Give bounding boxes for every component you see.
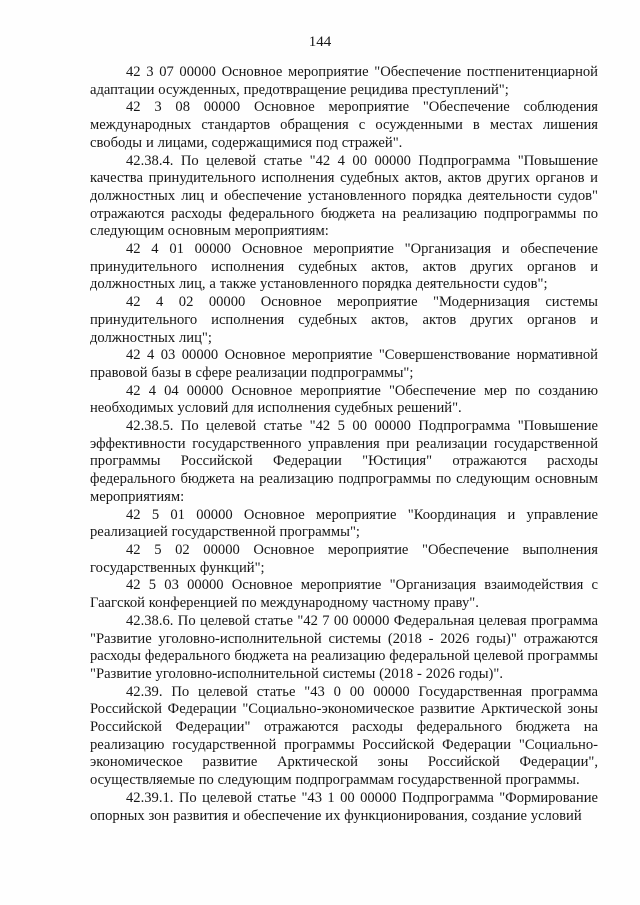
- paragraph-42-5-02: 42 5 02 00000 Основное мероприятие "Обеспечение выполнения государственных функций";: [90, 541, 598, 576]
- paragraph-42-4-04: 42 4 04 00000 Основное мероприятие "Обеспечение мер по созданию необходимых условий для исполнения судебных решений".: [90, 382, 598, 417]
- paragraph-42-4-02: 42 4 02 00000 Основное мероприятие "Модернизация системы принудительного исполнения судебных актов, актов других органов и должностных лиц";: [90, 294, 598, 346]
- page-number: 144: [308, 34, 332, 50]
- paragraph-42-38-4: 42.38.4. По целевой статье "42 4 00 00000 Подпрограмма "Повышение качества принудительного исполнения судебных актов, актов других органов и должностных лиц и обеспечение установленного порядка деятельности судов" отражаются расходы федерального бюджета на реализацию подпрограммы по следующим основным мероприятиям:: [90, 152, 598, 240]
- paragraph-42-39: 42.39. По целевой статье "43 0 00 00000 Государственная программа Российской Федерации "Социально-экономическое развитие Арктической зоны Российской Федерации" отражаются расходы федерального бюджета на реализацию государственной программы Российской Федерации "Социально-экономическое развитие Арктической зоны Российской Федерации", осуществляемые по следующим подпрограммам государственной программы.: [90, 683, 598, 789]
- paragraph-42-3-08: 42 3 08 00000 Основное мероприятие "Обеспечение соблюдения международных стандартов обращения с осужденными в местах лишения свободы и лицами, содержащимися под стражей".: [90, 99, 598, 151]
- paragraph-42-38-6: 42.38.6. По целевой статье "42 7 00 00000 Федеральная целевая программа "Развитие уголовно-исполнительной системы (2018 - 2026 годы)" отражаются расходы федерального бюджета на реализацию федеральной целевой программы "Развитие уголовно-исполнительной системы (2018 - 2026 годы)".: [90, 612, 598, 682]
- paragraph-42-3-07: 42 3 07 00000 Основное мероприятие "Обеспечение постпенитенциарной адаптации осужденных, предотвращение рецидива преступлений";: [90, 64, 598, 98]
- paragraph-42-38-5: 42.38.5. По целевой статье "42 5 00 00000 Подпрограмма "Повышение эффективности государственного управления при реализации государственной программы Российской Федерации "Юстиция" отражаются расходы федерального бюджета на реализацию подпрограммы по следующим основным мероприятиям:: [90, 418, 598, 505]
- paragraph-42-4-01: 42 4 01 00000 Основное мероприятие "Организация и обеспечение принудительного исполнения судебных актов, актов других органов и должностных лиц, а также установленного порядка деятельности судов";: [90, 241, 598, 293]
- paragraph-42-5-03: 42 5 03 00000 Основное мероприятие "Организация взаимодействия с Гаагской конференцией по международному частному праву".: [90, 577, 598, 612]
- document-body: [90, 64, 598, 825]
- paragraph-42-4-03: 42 4 03 00000 Основное мероприятие "Совершенствование нормативной правовой базы в сфере реализации подпрограммы";: [90, 347, 598, 381]
- paragraph-42-5-01: 42 5 01 00000 Основное мероприятие "Координация и управление реализацией государственной программы";: [90, 506, 598, 541]
- paragraph-42-39-1: 42.39.1. По целевой статье "43 1 00 00000 Подпрограмма "Формирование опорных зон развития и обеспечение их функционирования, создание условий: [90, 789, 598, 824]
